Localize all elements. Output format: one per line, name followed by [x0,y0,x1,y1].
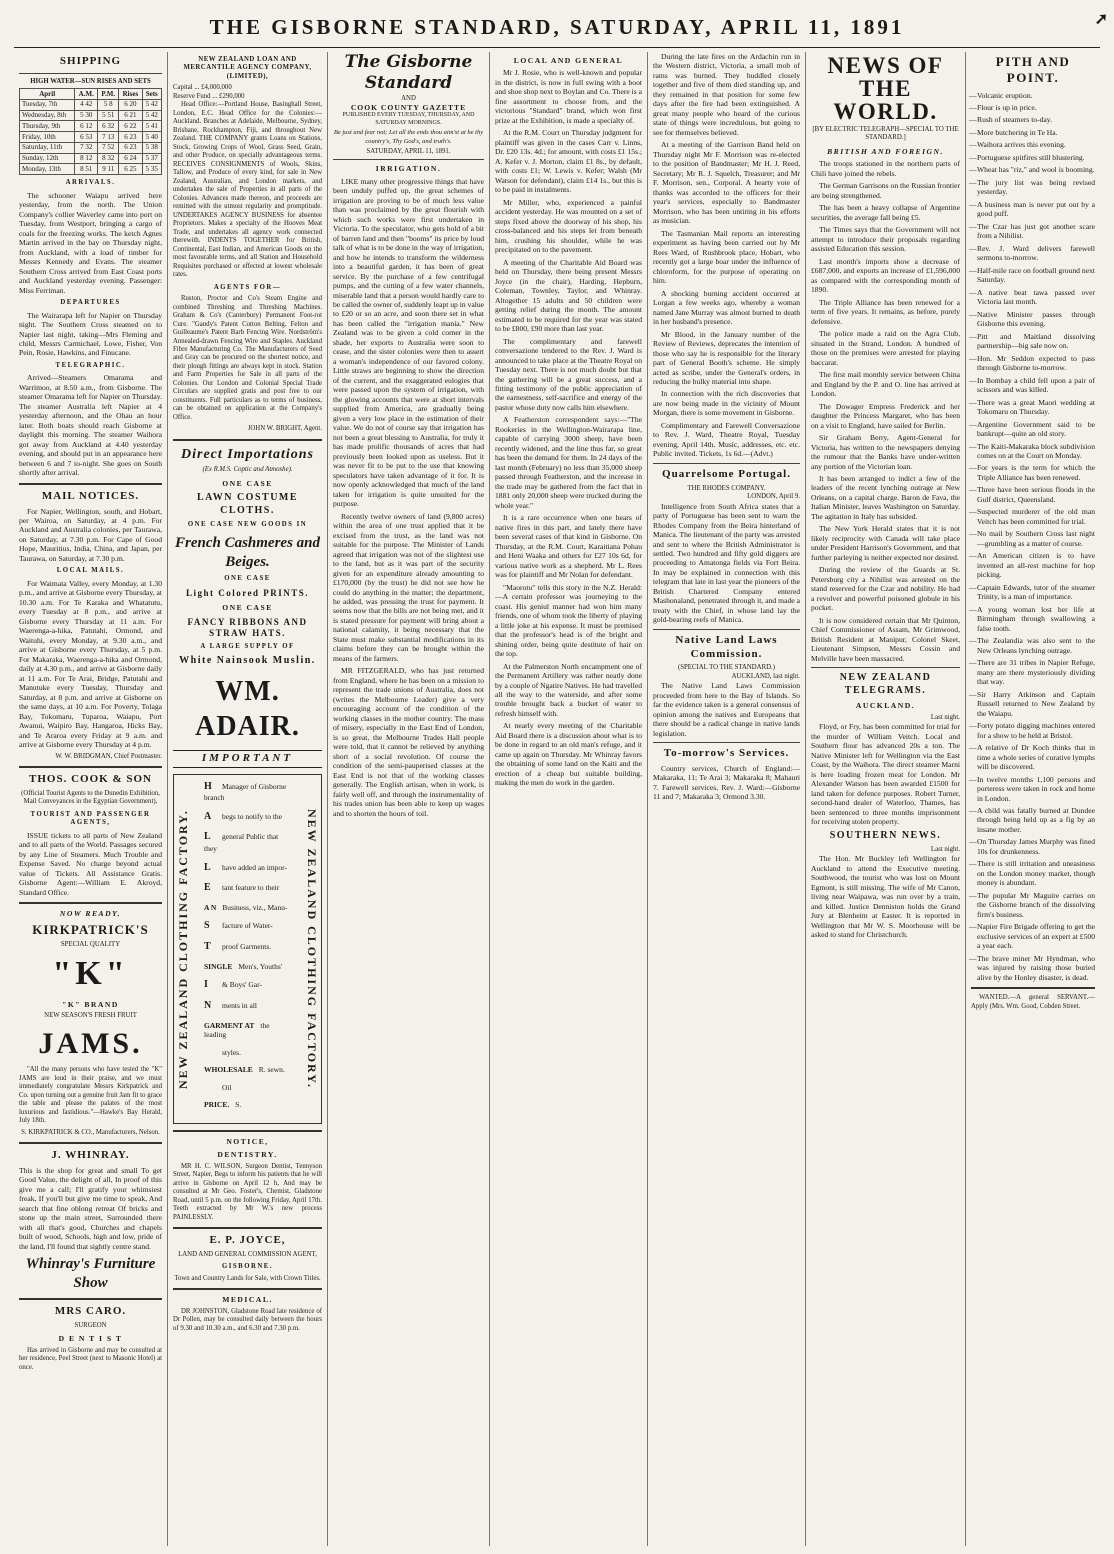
general-paragraph: At a meeting of the Garrison Band held on Thursday night Mr F. Morrison was re-elected to the position of Bandmaster; Mr H. J. Reed, Secretary; Mr R. J. Squelch, Treasurer; and Mr F. Morrison, sen., Corporal. A hearty vote of thanks was accorded to the officers for their year's services, especially to Bandmaster Morrison, who has been untiring in his efforts as musician. [653,140,800,226]
tide-cell: 6 24 [119,153,142,164]
telegraphic-text: Arrived—Steamers Omarama and Warrimoo, at 8.50 a.m., from Gisborne. The steamer Omarama left for Napier on Thursday. The steamer Australia left Napier at 4 yesterday afternoon, and the Ohau an hour later. Both boats should reach Gisborne at daylight this morning. The steamer Waihora got away from Auckland at 4.40 yesterday evening, and should put in an appearance here between 6 and 7 to-night. She goes on South shortly after arrival. [19,373,162,478]
direct-importations: Direct Importations [181,446,314,462]
native-title: Native Land Laws Commission. [675,633,778,660]
pith-item: — Hon. Mr Seddon expected to pass through Gisborne to-morrow. [971,354,1095,373]
general-paragraph: Mr Blood, in the January number of the Review of Reviews, deprecates the intention of those who say he is responsible for the literary part of General Booth's scheme. He simply acted as scribe, under the General's orders, in reducing the bulky material into shape. [653,329,800,386]
factory-letter: GARMENT AT [204,1020,255,1030]
local-paragraph: At nearly every meeting of the Charitable Aid Board there is a discussion about what is to be done in regard to an old man's refuge, and it came up again on Thursday. Mr Whinray favors the obtaining of some land on the Kaiti and the erection of a cheap but suitable building, making the men do work in the garden. [495,721,642,788]
paper-sub: COOK COUNTY GAZETTE [350,102,467,112]
factory-letter: H [204,780,212,792]
one-case-3: ONE CASE [222,603,273,613]
general-paragraph: During the late fires on the Ardachin run in the Western district, Victoria, a small mob of rams was burned. They huddled closely together and five of them died standing up, and they remained in that position for some few days after the fire had been extinguished. A great many people who heard of the curious state of things were incredulous, but going to see for themselves believed. [653,52,800,137]
pith-item: — Sir Harry Atkinson and Captain Russell returned to New Zealand by the Waiapu. [971,690,1095,718]
factory-line [204,1065,291,1074]
joyce-title: E. P. JOYCE, [209,1234,286,1247]
caro-sub: SURGEON [74,1321,107,1329]
kirkpatrick-makers: S. KIRKPATRICK & CO., Manufacturers, Nelson. [21,1128,160,1136]
factory-line [204,1021,291,1040]
whinray-show: Whinray's Furniture Show [25,1256,156,1292]
factory-text: & Boys' Gar- [222,980,262,990]
native-text: The Native Land Laws Commission proceeded from here to the Bay of Islands. So far the evidence taken is a general consensus of opinion among the natives and Europeans that there should be a radical change in native lands legislation. [653,681,800,738]
agents-signature: JOHN W. BRIGHT, Agent. [247,425,322,433]
paper-name: The Gisborne Standard [344,52,473,94]
factory-line [204,1083,291,1092]
tide-cell: 5 41 [142,121,162,132]
cook-text: ISSUE tickets to all parts of New Zealand and to all parts of the World. Passages secured by any Line of Steamers. Much Trouble and Expense Saved. No charge beyond actual value of Tickets. All Assistance Gratis. Gisborne Agent:—William E. Akroyd, Standard Office. [19,830,162,897]
irrigation-title: IRRIGATION. [375,164,442,174]
telegraphic-title: TELEGRAPHIC. [55,361,126,369]
tide-column-header: April [20,89,75,100]
pith-item: — For years is the term for which the Triple Alliance has been renewed. [971,463,1095,482]
departures-title: DEPARTURES [60,299,121,307]
factory-letter: PRICE. [204,1100,230,1110]
pith-item: — Waihora arrives this evening. [971,140,1095,149]
departures-text: The Wairarapa left for Napier on Thursday night. The Southern Cross steamed on to Napier last night, taking—Mrs Fleming and child, Messrs Carmichael, Lowe, Fisher, Von Pein, Rosie, Hawkins, and Finucane. [19,310,162,358]
tide-cell: Wednesday, 8th [20,110,75,121]
lawn-costume: LAWN COSTUME CLOTHS. [196,492,299,516]
adair-name: WM. ADAIR. [195,675,300,742]
southern-text: The Hon. Mr Buckley left Wellington for Auckland to attend the Executive meeting. Southwood, the tourist who was lost on Mount Egmont, is still missing. The wife of Mr Canon, living near Waipawa, was run over by a train, and killed. Justice Denniston holds the Grand Jury at Blenheim at Easter. It is reported in Wellington that Mr W. S. Moorhouse will be asked to stand for Christchurch. [811,854,960,940]
caro-text: Has arrived in Gisborne and may be consulted at her residence, Peel Street (next to Masonic Hotel) at once. [19,1346,162,1371]
tide-cell: Tuesday, 7th [20,99,75,110]
factory-text: general Public that they [204,832,279,853]
southern-title: SOUTHERN NEWS. [829,830,942,842]
local-paragraph: "Maorotu" tells this story in the N.Z. Herald:—A certain professor was journeying to the coast. His geniul manner had won him many friends, one of whom took the liberty of playing a little joke at his expense. It must be premised that the professor's head is of the bright and shining order, being quite destitute of hair on the top. [495,582,642,659]
caro-title: MRS CARO. [54,1304,127,1317]
paper-masthead [333,52,484,160]
pith-item: — Portuguese spitfires still blustering. [971,153,1095,162]
tide-cell: 6 12 [75,121,98,132]
pith-item: — Suspected murderer of the old man Veitch has been committed for trial. [971,507,1095,526]
irrigation-paragraph: Recently twelve owners of land (9,800 acres) within the area of one trust applied that it be excised from the trust, as the land was not suitable for the purpose. The Minister of Lands agreed that irrigation was not of the slightest use to the land, but as it was part of the security given for an expenditure already amounting to £170,000 (by the trust) he did not see how he could do anything in the matter; the department, he added, was pressing the trust for payment. It seems now that the bills are not being met, and it is stated pressure for payment will bring about a national calamity, it being necessary that the State must make substantial modifications in its claims before they can be brought within the means of the farmers. [333,511,484,663]
factory-text: tant feature to their [222,883,280,893]
tide-cell: 5 38 [142,142,162,153]
kirkpatrick-season: NEW SEASON'S FRESH FRUIT [44,1012,137,1020]
british-paragraph: The troops stationed in the northern parts of Chili have joined the rebels. [811,159,960,178]
pith-item: — Captain Edwards, tutor of the steamer Trinity, is a man of importance. [971,583,1095,602]
factory-letter: I [204,979,208,991]
factory-line [204,811,291,824]
factory-text: Oil [222,1082,232,1092]
tide-cell: 6 22 [119,121,142,132]
nz-telegrams-title: NEW ZEALAND TELEGRAMS. [839,672,932,696]
irrigation-article [333,177,484,818]
tide-cell: 6 20 [119,99,142,110]
local-paragraph: At the R.M. Court on Thursday judgment for plaintiff was given in the cases Carr v. Linns, Dr. £20 13s. 4d.; for amount, with costs £1 15s.; A. Kefer v. J. Morton, claim £1 8s., by default, with costs £1; W. Lewis v. Kefer; Walsh (Mr Watson for defendant), claim £14 1s., but this is to be paid in instalments. [495,128,642,195]
nz-capital: Capital ... £4,000,000 [173,84,232,92]
one-case-1: ONE CASE [222,478,273,488]
pith-item: — On Thursday James Murphy was fined 10s for drunkenness. [971,837,1095,856]
portugal-title: Quarrelsome Portugal. [662,467,791,480]
factory-line [204,962,291,971]
dentistry-title: DENTISTRY. [217,1150,278,1160]
portugal-sub: THE RHODES COMPANY. [687,484,766,492]
pith-item: — Wheat has "riz," and wool is booming. [971,165,1095,174]
tide-cell: 8 12 [75,153,98,164]
kirkpatrick-special: SPECIAL QUALITY [60,940,121,948]
pith-item: — There is still irritation and uneasiness on the London money market, though money is abundant. [971,859,1095,887]
local-general-article [495,68,642,787]
fancy-ribbons: FANCY RIBBONS AND STRAW HATS. [187,616,308,638]
tide-row [20,153,162,164]
now-ready: NOW READY. [59,909,122,919]
local-mails-title: LOCAL MAILS. [56,567,125,575]
tide-cell: 7 52 [98,142,119,153]
newspaper-columns [14,52,1100,1546]
local-paragraph: A Featherston correspondent says:—"The Rookeries in the Wellington-Wairarapa line, capable of carrying 3000 sheep, have been recently widened, and the line thus far, so great has been the demand for them. In 24 days of the last month (February) no less than 35,000 sheep passed through Featherston, and the increase in the trade may be gathered from the fact that in 1881 only 20,000 sheep were trucked during the whole year." [495,415,642,510]
factory-letter: WHOLESALE [204,1065,253,1075]
important-bar: IMPORTANT [173,750,322,768]
tide-column-header: A.M. [75,89,98,100]
factory-line [204,781,291,803]
pith-item: — No mail by Southern Cross last night—grumbling as a matter of course. [971,529,1095,548]
factory-text: the leading [204,1020,270,1040]
native-place: AUCKLAND, last night. [731,672,800,680]
british-paragraph: The first mail monthly service between China and England by the P. and O. line has arrived at London. [811,370,960,399]
factory-text: ments in all [222,1001,257,1011]
pith-item: — Half-mile race on football ground next Saturday. [971,266,1095,285]
pith-item: — In twelve months 1,100 persons and porteress were taken in rock and home in London. [971,775,1095,803]
pith-item: — Native Minister passes through Gisborne this evening. [971,310,1095,329]
factory-text: styles. [222,1047,241,1057]
tide-cell: 5 51 [98,110,119,121]
pith-item: — A child was fatally burned at Dundee through being held up as a fig by an insane mother. [971,806,1095,834]
pith-item: — In Bombay a child fell upon a pair of scissors and was killed. [971,376,1095,395]
factory-line [204,882,291,895]
factory-lines [204,781,291,1117]
pith-item: — The Czar has just got another scare from a Nihilist. [971,222,1095,241]
local-paragraph: At the Palmerston North encampment one of the Permanent Artillery was rather neatly done by a couple of Ngatire Natives. He had travelled all the way to the waterside, and after some trouble brought back a bucket of water to refresh himself with. [495,661,642,718]
factory-text: begs to notify to the [222,811,282,821]
factory-text: have added an impor- [222,862,288,872]
british-foreign-article [811,159,960,663]
tide-cell: 6 32 [98,121,119,132]
tide-row [20,142,162,153]
british-title: BRITISH AND FOREIGN. [827,146,944,156]
factory-line [204,862,291,875]
pith-item: — A native beat tawa passed over Victoria last month. [971,288,1095,307]
kirkpatrick-brand: "K" BRAND [62,999,119,1009]
factory-letter: A [204,810,212,822]
paper-and: AND [401,94,416,102]
pith-item: — There was a great Maori wedding at Tokomaru on Thursday. [971,398,1095,417]
tide-cell: 6 53 [75,132,98,143]
tide-cell: 4 42 [75,99,98,110]
british-paragraph: The German Garrisons on the Russian frontier are being strengthened. [811,181,960,200]
news-sub: [BY ELECTRIC TELEGRAPH—SPECIAL TO THE STANDARD.] [812,126,959,142]
tide-row [20,121,162,132]
tide-cell: Saturday, 11th [20,142,75,153]
auckland-text: Floyd, or Fry, has been committed for trial for the murder of William Veitch. Local and Southern flour has advanced 20s a ton. The Native Minister left for Wellington via the East Coast, by the Waihora. The direct steamer Marni is here loading frozen meat for London. Mr Alexander Watson has been awarded £1500 for land taken for defence purposes. Robert Turner, second-hand dealer of Waterloo, Thames, has been sentenced to three months imprisonment for receiving stolen property. [811,722,960,826]
pith-item: — Forty potato digging machines entered for a show to be held at Bristol. [971,721,1095,740]
column-pith [966,52,1100,1546]
arrow-icon: ➚ [1094,11,1108,28]
general-paragraph: The Tasmanian Mail reports an interesting experiment as having been carried out by Mr Rees Ward, of Rushbrook place, Hobart, who recently got a large boar under the influence of chloroform, for the purpose of operating on him. [653,228,800,286]
tide-column-header: Rises [119,89,142,100]
irrigation-paragraph: LIKE many other progressive things that have been unduly puffed up, the great schemes of irrigation are proving to be of much less value than was proclaimed by the great flourish with which such works were first undertaken in Victoria. To the speculator, who gets hold of a bit of barren land and then "booms" its price by loud talk of what is to be done in the way of irrigation, and how he intends to transform the wilderness into a beautiful garden, it has been of great service. By the purchase of a few centrifugal pumps, and the cutting of a few water channels, miserable land that a person would hardly care to be called the owner of, suddenly leapt up in value to £20 or so an acre, and soon there set in what has been called the "irrigation mania." New Zealand was to be given a cold corner in the shade, her exports to Australia were soon to cease, and the sister colonies were then to assert a woman's independence of our favored colony. Little straws are beginning to show the direction of the current, and the exaggerated eulogies that were passed upon the system of irrigation, with the glowing accounts that were at short intervals supplied from America, are gradually being given a very low place in the estimation of their value. We do not of course say that irrigation has not been a great blessing to Australia, for truly it has made prolific thousands of acres that had previously been looked upon as useless. But it was never fit to be put to the use that knowing speculators have taken advantage of it for. It is now openly acknowledged that much of the land taken for irrigation is quite unsuited for the purpose. [333,176,484,509]
tide-column-header: P.M. [98,89,119,100]
services-text: Country services, Church of England:—Makaraka, 11; Te Arai 3; Makaraka 8; Mahauri 7. Farewell services, Rev. J. Ward:—Gisborne 11 and 7; Makaraka 3; Ormond 3.30. [653,764,800,802]
pith-item: — The Zealandia was also sent to the New Orleans lynching outrage. [971,636,1095,655]
pith-item: — Rev. J. Ward delivers farewell sermons to-morrow. [971,244,1095,263]
tide-cell: 5 35 [142,164,162,175]
factory-side-left: NEW ZEALAND CLOTHING FACTORY. [176,808,190,1089]
tide-cell: Monday, 13th [20,164,75,175]
wanted-ad: WANTED.—A general SERVANT.—Apply (Mrs. Wm. Good, Cobden Street. [971,994,1095,1010]
french-cashmeres: French Cashmeres and Beiges. [174,534,321,570]
pith-item: — More butchering in Te Ha. [971,128,1095,137]
pith-item: — Flour is up in price. [971,103,1095,112]
factory-letter: L [204,861,211,873]
agents-text: Ruston, Proctor and Co's Steam Engine and combined Threshing and Threshing Machines. Graham & Co's (Canterbury) Permanent Foot-rot Cure. "Gandy's Patent Cotton Belting. Felton and Guilleaume's Patent Barb Fencing Wire. Nordström's Annealed-drawn Fencing Wire and Staples. Auckland Fibre Manufacturing Co. The Manufacturers of Seed and Gray can be procured on the shortest notice, and their plough fittings are always kept in stock. Station and Farm Properties for Sale in all parts of the Colonies. Our London and Colonial Special Trade Circulars are supplied gratis and post free to our constituents. Full particulars as to terms of business, can be obtained on application at the Company's Office. [173,295,322,421]
factory-line [204,941,291,954]
direct-sub: (Ex R.M.S. Coptic and Atmoshe). [202,466,293,474]
arrivals-text: The schooner Waiapu arrived here yesterday, from the north. The Union Company's collier Waverley came into port on Tuesday, from Westport, bringing a cargo of coals for the freezing works. The ketch Agnes Martin arrived in the bay on Thursday night, from Auckland, with a load of timber for Messrs Kennedy and Evans. The steamer Southern Cross arrived from East Coast ports and Auckland yesterday evening. Passenger: Miss Ferriman. [19,190,162,295]
masthead: THE GISBORNE STANDARD, SATURDAY, APRIL 11, 1891 [14,8,1100,48]
tide-cell: 5 40 [142,132,162,143]
paper-motto: Be just and fear not; Let all the ends thou aim'st at be thy country's, Thy God's, and truth's. [333,129,484,145]
factory-text: R. sewn. [258,1065,285,1075]
pith-title: PITH AND POINT. [995,54,1071,86]
nz-loan-text: Head Office:—Portland House, Basinghall Street, London, E.C. Head Office for the Colonies:—Auckland. Branches at Adelaide, Melbourne, Sydney, Brisbane, Rockhampton, Fiji, and throughout New Zealand. THE COMPANY grants Loans on Stations, Stock, Growing Crops of Wool, Grass Seed, Grain, and other Produce, on specially advantageous terms. RECEIVES CONSIGNMENTS of Wools, Skins, Tallow, and Produce of every kind, for sale in New Zealand, Australian, and London markets, and undertakes the sale of Properties in all parts of the Colonies. Advances made thereon, and proceeds are remitted with the utmost regularity and promptitude. UNDERTAKES AGENCY BUSINESS for absentee Proprietors. Makes a specialty of the Hooves Meat Trade, and undertakes all agency work connected therewith. INDENTS TOGETHER for British, Continental, East Indian, and American Goods on the most favourable terms, and all Station and Household Requisites purchased or effected at lowest wholesale rates. [173,101,322,279]
tide-cell: 7 32 [75,142,98,153]
general-paragraph: In connection with the rich discoveries that are now being made in the vicinity of Mount Morgan, there is some movement in Gisborne. [653,389,800,418]
factory-text: S. [235,1100,242,1110]
tide-cell: Thursday, 9th [20,121,75,132]
british-paragraph: It is now considered certain that Mr Quinton, Chief Commissioner of Assam, Mr Grimwood, British Resident at Manipur, Colonel Skeet, Lieutenant Simpson, Messrs Cossin and Melville have been massacred. [811,615,960,663]
joyce-text: Town and Country Lands for Sale, with Crown Titles. [174,1274,321,1282]
factory-line [204,1100,291,1109]
mail-text: For Napier, Wellington, south, and Hobart, per Wairoa, on Saturday, at 4 p.m. For Auckland and Australia colonies, per Taurawa, on Saturday, at 7.30 p.m. For Cape of Good Hope, Mauritius, India, China, and Japan, per Taurawa, on Saturday, at 7.30 p.m. [19,506,162,563]
factory-letter: SINGLE [204,961,233,971]
british-paragraph: The Triple Alliance has been renewed for a term of five years. It remains, as before, purely defensive. [811,297,960,326]
tide-row [20,164,162,175]
factory-text: Manager of Gisborne branch [204,781,287,803]
factory-letter: N [204,1000,212,1012]
southern-place: Last night. [930,845,960,853]
auckland-place: Last night. [930,713,960,721]
one-case-new: ONE CASE NEW GOODS IN [187,521,308,529]
local-general-title: LOCAL AND GENERAL [513,56,624,65]
tide-cell: 5 8 [98,99,119,110]
pith-item: — A relative of Dr Koch thinks that in time a whole series of curative lymphs will be discovered. [971,743,1095,771]
kirkpatrick-quote: "All the many persons who have tested the "K" JAMS are loud in their praise, and we must immediately congratulate Messrs Kirkpatrick and Co. upon turning out a genuine fruit Jam fit to grace the table and please the palates of the most luxurious and fastidious."—Hawke's Bay Herald, July 18th. [19,1066,162,1125]
one-case-2: ONE CASE [224,575,271,583]
nz-reserve: Reserve Fund ... £290,000 [173,92,245,100]
tide-cell: 6 23 [119,132,142,143]
factory-letter: S [204,920,210,932]
tide-cell: 8 32 [98,153,119,164]
factory-text: Business, viz., Manu- [222,902,288,912]
nz-loan-title: NEW ZEALAND LOAN AND MERCANTILE AGENCY COMPANY, (LIMITED), [183,56,312,80]
tide-cell: Friday, 10th [20,132,75,143]
dentist-text: MR H. C. WILSON, Surgeon Dentist, Tennyson Street, Napier, Begs to inform his patients that he will arrive in Gisborne on April 12 h, And may be consulted at Mr Geo. Foster's, Chemist, Gladstone Road, until 5 p.m. on the following Friday, April 17th. Teeth extracted by Mr W.'s new process PAINLESSLY. [173,1162,322,1221]
tide-row [20,99,162,110]
paper-pub: PUBLISHED EVERY TUESDAY, THURSDAY, AND SATURDAY MORNINGS. [342,112,475,126]
tide-cell: 6 21 [119,110,142,121]
large-supply: A LARGE SUPPLY OF [200,643,295,650]
pith-item: — The Kaiti-Makaraka block subdivision comes on at the Court on Monday. [971,442,1095,461]
factory-line [204,1000,291,1013]
factory-letter: A N [204,902,217,912]
pith-item: — The brave miner Mr Hyndman, who was injured by raising those buried alive by the Honley disaster, is dead. [971,954,1095,982]
pith-item: — Napier Fire Brigade offering to get the exclusive services of an expert at £500 a year each. [971,922,1095,950]
tide-cell: 7 13 [98,132,119,143]
british-paragraph: Sir Graham Berry, Agent-General for Victoria, has written to the newspapers denying the rumour that the Banks have under-written any portion of the Victorian loan. [811,433,960,471]
column-general-cont [648,52,806,1546]
native-special: (SPECIAL TO THE STANDARD.) [677,664,775,672]
tide-header: HIGH WATER—SUN RISES AND SETS [30,77,151,85]
medical-text: DR JOHNSTON, Gladstone Road late residence of Dr Pollen, may be consulted daily between the hours of 9.30 and 10.30 a.m., and 6.30 and 7.30 p.m. [173,1307,322,1332]
factory-side-right: NEW ZEALAND CLOTHING FACTORY. [305,808,319,1089]
british-paragraph: Last month's imports show a decrease of £687,000, and exports an increase of £1,596,000 as compared with the corresponding month of 1890. [811,256,960,295]
pith-item: — The popular Mr Maguire carries on the Gisborne branch of the dissolving firm's business. [971,891,1095,919]
pith-item: — Argentine Government said to be bankrupt—quite an old story. [971,420,1095,439]
agents-title: AGENTS FOR— [213,283,282,291]
factory-letter: L [204,831,211,843]
auckland-title: AUCKLAND. [855,701,916,711]
mail-notices-title: MAIL NOTICES. [41,489,140,502]
general-continued [653,52,800,459]
services-title: To-morrow's Services. [663,747,790,760]
column-editorial [328,52,490,1546]
pith-item: — The jury list was being revised yesterday. [971,178,1095,197]
british-paragraph: The Dowager Empress Frederick and her daughter the Princess Margaret, who has been on a visit to England, have sailed for Berlin. [811,401,960,430]
pith-list [971,91,1095,983]
factory-line [204,1048,291,1057]
light-prints: Light Colored PRINTS. [185,587,310,598]
pith-item: — Three have been serious floods in the Gulf district, Queensland. [971,485,1095,504]
factory-line [204,903,291,912]
factory-line [204,979,291,992]
british-paragraph: It has been arranged to indict a few of the leaders of the recent lynching outrage at New Orleans, on a capital charge. Baron de Fava, the Italian Minister, leaves Washington on Saturday. The agitation in Italy has subsided. [811,473,960,521]
factory-text: facture of Water- [222,921,273,931]
british-paragraph: During the review of the Guards at St. Petersburg city a Nihilist was arrested on the stand reserved for the Czar and nobility. He had a revolver and powerful poisoned globule in his pocket. [811,565,960,613]
irrigation-paragraph: MR FITZGERALD, who has just returned from England, where he has been on a mission to represent the trade unions of Australia, does not (writes the Melbourne Leader) give a very encouraging account of the condition of the working classes in the mother country. The mass of misery, especially in the East End of London, is so great, the Melbourne Trades Hall people were told, that it cannot be relieved by anything short of a social revolution. Of course the condition of the semi-pauperised classes at the East End is not that of the working classes generally. The English artisan, when in work, is fairly well off, and through the instrumentality of his trades union has been able to keep up wages and to shorten the hours of toil. [333,666,484,818]
tide-row [20,110,162,121]
kirkpatrick-k: "K" [52,955,129,993]
pith-item: — Pitt and Maitland dissolving partnership—big sale now on. [971,332,1095,351]
local-paragraph: A meeting of the Charitable Aid Board was held on Thursday, there being present Messrs Joyce (in the chair), Harding, Hepburn, Coleman, Townley, Taylor, and Whinray. Altogether 15 adults and 50 children were getting relief during the month. The amount estimated to be required for the year was stated to be £800, £90 more than last year. [495,257,642,334]
local-paragraph: Mr Miller, who, experienced a painful accident yesterday. He was mounted on a set of steps fixed above the doorway of his shop, his cross-balanced and his steps let from beneath him, crushing his shoulder, while he was precipitated on to the pavement. [495,197,642,255]
general-paragraph: A shocking burning accident occurred at Lorgan a few weeks ago, whereby a woman named Jane Murray was almost burned to death in her husband's presence. [653,288,800,327]
portugal-text: Intelligence from South Africa states that a party of Portuguese has been sent to warn the Rhodes Company from the Beira hinterland of Manica. The lieutenant of the party was arrested and sent to where the British Administrator is settled. Two hundred and fifty gold diggers are proceeding to Amatonga fields via Fort Beira. In may be explained in connection with this telegram that late in last year the pioneers of the British Chartered Company entered Mashonaland, penetrated through it, and made a treaty with the Chief, in whose land lay the gold-bearing reefs of Manica. [653,501,800,625]
pith-item: — Rush of steamers to-day. [971,115,1095,124]
tide-cell: 5 37 [142,153,162,164]
news-of-world-title: NEWS OF THE WORLD. [827,53,944,124]
factory-letter: E [204,882,211,894]
arrivals-title: ARRIVALS. [65,179,116,187]
cook-title: THOS. COOK & SON [29,773,152,786]
tide-cell: 6 25 [119,164,142,175]
factory-letter: T [204,941,211,953]
factory-text: proof Garments. [222,942,272,952]
tide-cell: 5 42 [142,110,162,121]
tide-cell: 5 30 [75,110,98,121]
british-paragraph: The has been a heavy collapse of Argentine securities, the average fall being £5. [811,203,960,222]
paper-date: SATURDAY, APRIL 11, 1891. [366,147,451,155]
tide-table [19,88,162,175]
notice-title: NOTICE, [226,1136,269,1146]
whinray-text: This is the shop for great and small To get Good Value, the delight of all, In proof of this give me a call; I'll gratify your whimsiest freak, If you'll but give me time to speak, And search that fine oblong retreat Of bricks and stone up the main street, Surrounded there with all that's good, Churches and chapels built of wood, Schools, high and low, pride of the land, I'll found that sightly centre stand. [19,1166,162,1251]
mail-signature: W. W. BRIDGMAN, Chief Postmaster. [55,752,162,760]
column-ads [168,52,328,1546]
british-paragraph: The police made a raid on the Agra Club, situated in the Strand, London. A hundred of those on the premises were arrested for playing baccarat. [811,329,960,367]
tide-cell: 9 11 [98,164,119,175]
nainsook: White Nainsook Muslin. [179,655,316,667]
tide-cell: 6 23 [119,142,142,153]
pith-item: — There are 31 tribes in Napier Refuge, many are there mysteriously dividing that way. [971,658,1095,686]
column-news [806,52,966,1546]
pith-item: — An American citizen is to have invented an all-rest machine for hop picking. [971,551,1095,579]
tide-row [20,132,162,143]
local-paragraph: The complimentary and farewell conversazione tendered to the Rev. J. Ward is announced to take place at the Theatre Royal on Tuesday next. There is not much doubt but that the gathering will be a great success, and a fitting testimony of the public appreciation of the earnestness, self-sacrifice and energy of the pastor whose duty now calls him elsewhere. [495,336,642,412]
tide-cell: Sunday, 12th [20,153,75,164]
cook-subtitle: (Official Tourist Agents to the Dunedin Exhibition, Mail Conveyances in the Egyptian Government), [21,789,160,806]
british-paragraph: The Times says that the Government will not attempt to introduce their proposals regarding assisted Education this session. [811,225,960,254]
british-paragraph: The New York Herald states that it is not likely reciprocity with Canada will take place under President Harrison's Government, and that further parleying is neither expected nor desired. [811,524,960,562]
medical-title: MEDICAL. [222,1295,273,1305]
joyce-place: GISBORNE. [221,1263,274,1271]
portugal-place: LONDON, April 9. [747,493,800,501]
factory-line [204,831,291,853]
caro-dentist: D E N T I S T [58,1334,123,1344]
joyce-sub: LAND AND GENERAL COMMISSION AGENT, [178,1250,317,1258]
factory-line [204,920,291,933]
shipping-title: SHIPPING [59,55,122,67]
pith-item: — A business man is never put out by a good puff. [971,200,1095,219]
local-mails-text: For Waimata Valley, every Monday, at 1.30 p.m., and arrive at Gisborne every Thursday, at 10.30 a.m. For Te Karaka and Whatatutu, every Tuesday at 8 p.m., and arrive at Gisborne every Thursday at 11 a.m. For Waerenga-a-hika, Patutahi, Ormond, and Waituhi, every Monday, at 9.30 a.m., and arrive at Gisborne every Thursday, at 5 p.m. For Makaraka, Waerenga-a-hika and Ormond, daily at 4.30 p.m., and arrive at Gisborne daily at 11 a.m. For Te Arai, Bridge, Patutahi and Manutuke every Tuesday, Thursday and Saturday, at 8 p.m. and arrive at Gisborne on the same days, at 10 a.m. For Poverty, Tolaga Bay, Tokomaru, Tuparoa, Waiapu, Port Awanui, Waipiro Bay, Hangaroa, Hicks Bay, and Te Araroa every Friday at 9 a.m. and arrive at Gisborne every Thursday at 4 p.m. [19,578,162,750]
kirkpatrick-jams: JAMS. [38,1026,143,1060]
pith-item: — A young woman lost her life at Birmingham through swallowing a false tooth. [971,605,1095,633]
clothing-factory-ad [173,774,322,1124]
local-paragraph: Mr J. Rosie, who is well-known and popular in the district, is now in full swing with a boot and shoe shop next to Boylan and Co. There is a fine assortment to choose from, and the victorious "Standard" brand, which won first prize at the Exhibition, is made a specialty of. [495,68,642,125]
tide-cell: 8 51 [75,164,98,175]
pith-item: — Volcanic eruption. [971,91,1095,100]
tide-cell: 5 42 [142,99,162,110]
column-local [490,52,648,1546]
general-paragraph: Complimentary and Farewell Conversazione to Rev. J. Ward, Theatre Royal, Tuesday evening, April 14th. Music, addresses, etc. etc. Public invited. Tickets, 1s 6d.—(Advt.) [653,420,800,459]
local-paragraph: It is a rare occurrence when one hears of native fires in this part, and lately there have been several cases of that kind in Gisborne. On Thursday, at the R.M. Court, Karaitiana Pohau and Heni Waaka and others for £27 10s 6d, for various native work as a shepherd. Mr L. Rees was for plaintiff and Mr Nolan for defendant. [495,513,642,580]
whinray-title: J. WHINRAY. [51,1149,130,1162]
kirkpatrick-title: KIRKPATRICK'S [32,921,149,937]
column-shipping [14,52,168,1546]
cook-agents: TOURIST AND PASSENGER AGENTS, [30,810,151,827]
tide-column-header: Sets [142,89,162,100]
factory-text: Men's, Youths' [238,961,283,971]
